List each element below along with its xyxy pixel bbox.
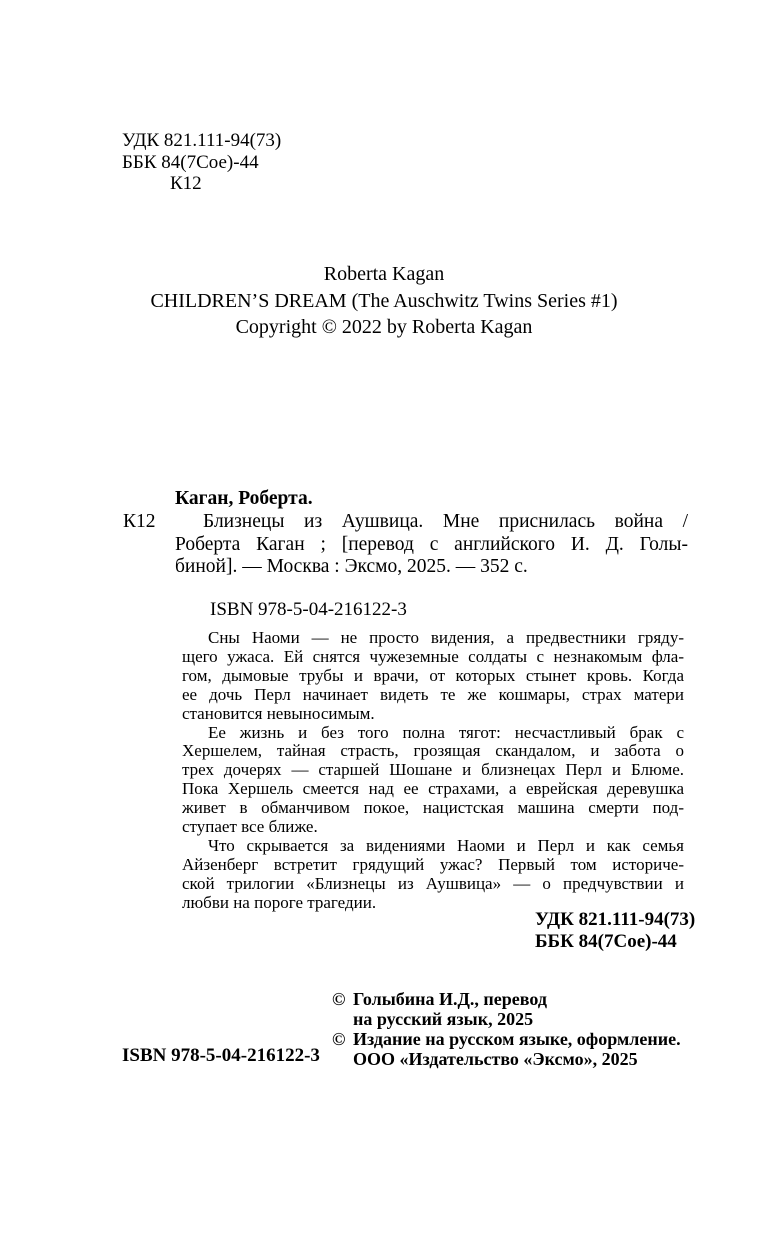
udk-code-bottom: УДК 821.111-94(73) (535, 909, 696, 930)
catalog-line: Близнецы из Аушвица. Мне приснилась война / (203, 511, 688, 532)
top-classification-codes (122, 130, 281, 195)
annotation-line: Что скрывается за видениями Наоми и Перл и как семья (208, 835, 684, 855)
annotation-line: ее дочь Перл начинает видеть те же кошмары, страх матери (182, 684, 684, 704)
catalog-line: биной]. — Москва : Эксмо, 2025. — 352 с. (175, 556, 528, 577)
annotation-line: гом, дымовые трубы и врачи, от которых стынет кровь. Когда (182, 665, 684, 685)
copyright-item (332, 989, 681, 1029)
annotation-line: ской трилогии «Близнецы из Аушвица» — о предчувствии и (182, 873, 684, 893)
catalog-author-sign: К12 (123, 511, 156, 532)
bbk-code-bottom: ББК 84(7Сое)-44 (535, 931, 677, 952)
annotation-line: ступает все ближе. (182, 817, 318, 837)
isbn-catalog: ISBN 978-5-04-216122-3 (210, 599, 407, 620)
copyright-line: на русский язык, 2025 (353, 1009, 534, 1029)
annotation-line: трех дочерях — старшей Шошане и близнецах Перл и Блюме. (182, 760, 684, 780)
annotation-line: Ее жизнь и без того полна тягот: несчастливый брак с (208, 722, 684, 742)
udk-code: УДК 821.111-94(73) (122, 130, 282, 151)
author-sign-code: К12 (170, 173, 202, 194)
catalog-entry (175, 511, 688, 579)
annotation-line: Сны Наоми — не просто видения, а предвестники гряду- (208, 628, 684, 647)
copyright-symbol: © (332, 989, 346, 1009)
copyright-line: ООО «Издательство «Эксмо», 2025 (353, 1049, 638, 1069)
copyright-item (332, 1029, 681, 1069)
copyright-notices (332, 989, 681, 1069)
annotation-line: Хершелем, тайная страсть, грозящая скандалом, и забота о (182, 741, 684, 761)
annotation-line: становится невыносимым. (182, 703, 375, 723)
bbk-code: ББК 84(7Сое)-44 (122, 151, 259, 173)
annotation-line: живет в обманчивом покое, нацистская машина смерти под- (182, 798, 684, 818)
annotation-line: щего ужаса. Ей снятся чужеземные солдаты с незнакомым фла- (182, 646, 684, 666)
annotation-line: Айзенберг встретит грядущий ужас? Первый том историче- (182, 854, 684, 874)
original-edition-info (0, 261, 768, 341)
isbn-bottom: ISBN 978-5-04-216122-3 (122, 1045, 320, 1066)
bottom-classification-codes (535, 909, 695, 953)
annotation (182, 629, 684, 913)
catalog-line: Роберта Каган ; [перевод с английского И. Д. Голы- (175, 533, 688, 555)
copyright-symbol: © (332, 1029, 346, 1049)
copyright-line: Голыбина И.Д., перевод (353, 989, 547, 1009)
annotation-line: Пока Хершель смеется над ее страхами, а еврейская деревушка (182, 779, 684, 799)
original-author: Roberta Kagan (323, 263, 445, 285)
original-copyright: Copyright © 2022 by Roberta Kagan (235, 316, 533, 338)
annotation-line: любви на пороге трагедии. (182, 892, 377, 912)
original-title: CHILDREN’S DREAM (The Auschwitz Twins Series #1) (150, 289, 618, 312)
catalog-author-heading: Каган, Роберта. (175, 488, 313, 509)
copyright-line: Издание на русском языке, оформление. (353, 1029, 681, 1049)
